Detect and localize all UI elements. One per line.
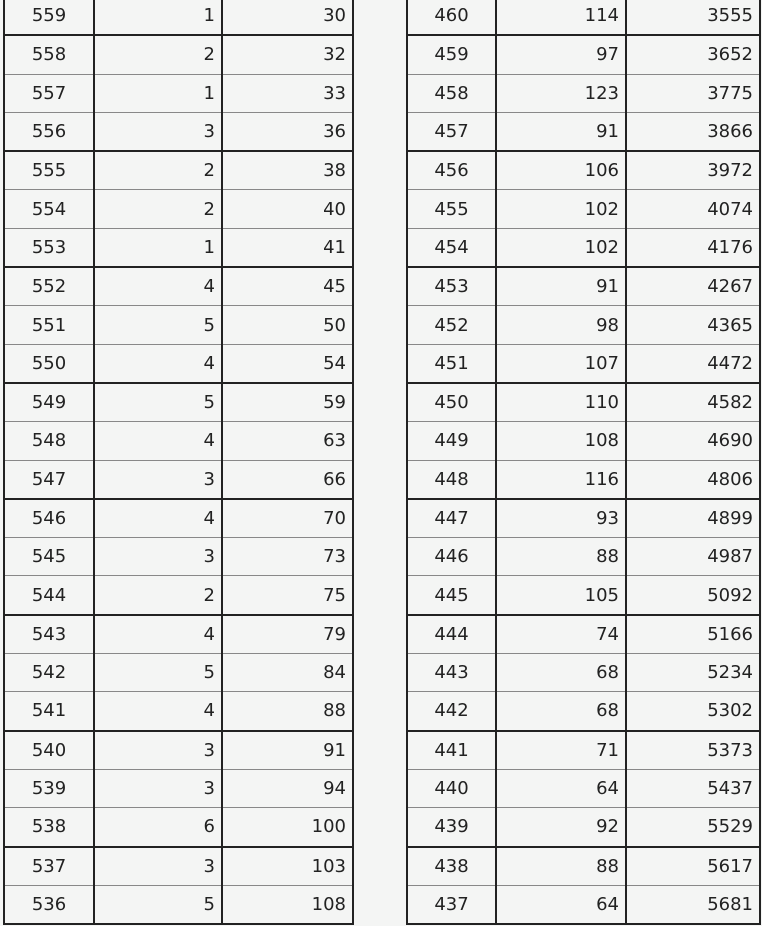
cumulative-cell: 4176: [626, 228, 760, 267]
table-row: [4, 190, 353, 228]
score-cell: 539: [4, 769, 94, 807]
score-cell: 442: [407, 692, 496, 731]
score-cell: 447: [407, 499, 496, 538]
table-row: [407, 74, 760, 112]
score-cell: 449: [407, 422, 496, 460]
table-row: [407, 267, 760, 306]
table-row: [407, 383, 760, 422]
count-cell: 64: [496, 885, 626, 924]
score-cell: 443: [407, 654, 496, 692]
score-cell: 452: [407, 306, 496, 344]
table-row: [407, 538, 760, 576]
table-row: [407, 885, 760, 924]
score-cell: 547: [4, 460, 94, 499]
score-cell: 457: [407, 112, 496, 151]
right-score-table: [406, 0, 761, 925]
count-cell: 68: [496, 692, 626, 731]
count-cell: 88: [496, 538, 626, 576]
table-row: [4, 74, 353, 112]
cumulative-cell: 94: [222, 769, 353, 807]
score-cell: 450: [407, 383, 496, 422]
left-table-body: [4, 0, 353, 924]
table-row: [4, 615, 353, 654]
score-cell: 556: [4, 112, 94, 151]
table-row: [407, 228, 760, 267]
score-cell: 538: [4, 808, 94, 847]
count-cell: 106: [496, 151, 626, 190]
score-cell: 536: [4, 885, 94, 924]
score-cell: 458: [407, 74, 496, 112]
count-cell: 5: [94, 383, 222, 422]
cumulative-cell: 4690: [626, 422, 760, 460]
table-row: [4, 0, 353, 35]
cumulative-cell: 5373: [626, 731, 760, 770]
table-row: [407, 808, 760, 847]
cumulative-cell: 63: [222, 422, 353, 460]
count-cell: 2: [94, 35, 222, 74]
table-row: [407, 692, 760, 731]
score-cell: 437: [407, 885, 496, 924]
cumulative-cell: 3972: [626, 151, 760, 190]
score-cell: 459: [407, 35, 496, 74]
count-cell: 5: [94, 885, 222, 924]
table-row: [407, 769, 760, 807]
table-row: [407, 190, 760, 228]
count-cell: 1: [94, 228, 222, 267]
score-cell: 440: [407, 769, 496, 807]
count-cell: 3: [94, 847, 222, 886]
count-cell: 91: [496, 112, 626, 151]
cumulative-cell: 4582: [626, 383, 760, 422]
cumulative-cell: 45: [222, 267, 353, 306]
count-cell: 5: [94, 306, 222, 344]
cumulative-cell: 5617: [626, 847, 760, 886]
score-cell: 541: [4, 692, 94, 731]
cumulative-cell: 38: [222, 151, 353, 190]
score-cell: 441: [407, 731, 496, 770]
cumulative-cell: 73: [222, 538, 353, 576]
cumulative-cell: 50: [222, 306, 353, 344]
score-cell: 455: [407, 190, 496, 228]
left-score-table: [3, 0, 354, 925]
table-row: [4, 383, 353, 422]
score-cell: 558: [4, 35, 94, 74]
score-cell: 557: [4, 74, 94, 112]
cumulative-cell: 33: [222, 74, 353, 112]
cumulative-cell: 4074: [626, 190, 760, 228]
score-cell: 543: [4, 615, 94, 654]
score-cell: 454: [407, 228, 496, 267]
table-row: [4, 460, 353, 499]
cumulative-cell: 91: [222, 731, 353, 770]
score-cell: 548: [4, 422, 94, 460]
score-cell: 554: [4, 190, 94, 228]
score-cell: 545: [4, 538, 94, 576]
score-cell: 552: [4, 267, 94, 306]
score-cell: 559: [4, 0, 94, 35]
score-cell: 549: [4, 383, 94, 422]
count-cell: 4: [94, 422, 222, 460]
cumulative-cell: 5529: [626, 808, 760, 847]
cumulative-cell: 41: [222, 228, 353, 267]
count-cell: 114: [496, 0, 626, 35]
table-row: [4, 344, 353, 383]
table-row: [4, 847, 353, 886]
score-cell: 460: [407, 0, 496, 35]
table-row: [4, 692, 353, 731]
count-cell: 4: [94, 344, 222, 383]
cumulative-cell: 5681: [626, 885, 760, 924]
cumulative-cell: 5302: [626, 692, 760, 731]
table-row: [4, 808, 353, 847]
table-row: [407, 460, 760, 499]
table-row: [407, 0, 760, 35]
cumulative-cell: 84: [222, 654, 353, 692]
score-cell: 445: [407, 576, 496, 615]
count-cell: 2: [94, 151, 222, 190]
score-cell: 451: [407, 344, 496, 383]
count-cell: 64: [496, 769, 626, 807]
count-cell: 71: [496, 731, 626, 770]
cumulative-cell: 4899: [626, 499, 760, 538]
table-row: [407, 151, 760, 190]
table-row: [407, 654, 760, 692]
cumulative-cell: 4365: [626, 306, 760, 344]
score-cell: 542: [4, 654, 94, 692]
score-cell: 453: [407, 267, 496, 306]
score-cell: 550: [4, 344, 94, 383]
count-cell: 3: [94, 112, 222, 151]
cumulative-cell: 5166: [626, 615, 760, 654]
score-cell: 446: [407, 538, 496, 576]
cumulative-cell: 79: [222, 615, 353, 654]
table-row: [4, 769, 353, 807]
score-cell: 439: [407, 808, 496, 847]
table-row: [407, 306, 760, 344]
count-cell: 6: [94, 808, 222, 847]
count-cell: 108: [496, 422, 626, 460]
cumulative-cell: 4472: [626, 344, 760, 383]
cumulative-cell: 103: [222, 847, 353, 886]
cumulative-cell: 75: [222, 576, 353, 615]
count-cell: 123: [496, 74, 626, 112]
score-cell: 537: [4, 847, 94, 886]
table-row: [4, 306, 353, 344]
table-row: [407, 576, 760, 615]
count-cell: 105: [496, 576, 626, 615]
table-row: [407, 344, 760, 383]
count-cell: 1: [94, 74, 222, 112]
cumulative-cell: 108: [222, 885, 353, 924]
table-row: [407, 112, 760, 151]
count-cell: 68: [496, 654, 626, 692]
cumulative-cell: 30: [222, 0, 353, 35]
count-cell: 92: [496, 808, 626, 847]
table-row: [407, 847, 760, 886]
cumulative-cell: 54: [222, 344, 353, 383]
table-row: [4, 267, 353, 306]
score-cell: 448: [407, 460, 496, 499]
count-cell: 2: [94, 190, 222, 228]
count-cell: 4: [94, 692, 222, 731]
cumulative-cell: 3775: [626, 74, 760, 112]
score-cell: 438: [407, 847, 496, 886]
count-cell: 116: [496, 460, 626, 499]
count-cell: 98: [496, 306, 626, 344]
cumulative-cell: 100: [222, 808, 353, 847]
count-cell: 102: [496, 228, 626, 267]
count-cell: 88: [496, 847, 626, 886]
cumulative-cell: 70: [222, 499, 353, 538]
count-cell: 3: [94, 731, 222, 770]
count-cell: 4: [94, 267, 222, 306]
count-cell: 91: [496, 267, 626, 306]
table-row: [4, 422, 353, 460]
count-cell: 4: [94, 615, 222, 654]
cumulative-cell: 3866: [626, 112, 760, 151]
count-cell: 110: [496, 383, 626, 422]
score-cell: 546: [4, 499, 94, 538]
cumulative-cell: 3555: [626, 0, 760, 35]
count-cell: 3: [94, 538, 222, 576]
count-cell: 3: [94, 769, 222, 807]
right-table-body: [407, 0, 760, 924]
table-row: [4, 538, 353, 576]
count-cell: 97: [496, 35, 626, 74]
count-cell: 5: [94, 654, 222, 692]
table-row: [407, 615, 760, 654]
count-cell: 74: [496, 615, 626, 654]
score-cell: 555: [4, 151, 94, 190]
cumulative-cell: 4267: [626, 267, 760, 306]
count-cell: 1: [94, 0, 222, 35]
cumulative-cell: 36: [222, 112, 353, 151]
cumulative-cell: 4987: [626, 538, 760, 576]
count-cell: 3: [94, 460, 222, 499]
table-row: [4, 228, 353, 267]
table-row: [4, 151, 353, 190]
table-row: [4, 499, 353, 538]
cumulative-cell: 59: [222, 383, 353, 422]
cumulative-cell: 4806: [626, 460, 760, 499]
cumulative-cell: 5092: [626, 576, 760, 615]
cumulative-cell: 5437: [626, 769, 760, 807]
table-row: [407, 499, 760, 538]
table-row: [407, 422, 760, 460]
table-row: [407, 35, 760, 74]
cumulative-cell: 66: [222, 460, 353, 499]
cumulative-cell: 5234: [626, 654, 760, 692]
table-row: [4, 576, 353, 615]
table-row: [4, 654, 353, 692]
table-row: [4, 112, 353, 151]
score-cell: 551: [4, 306, 94, 344]
count-cell: 4: [94, 499, 222, 538]
cumulative-cell: 88: [222, 692, 353, 731]
count-cell: 102: [496, 190, 626, 228]
table-row: [4, 885, 353, 924]
score-cell: 456: [407, 151, 496, 190]
score-cell: 553: [4, 228, 94, 267]
count-cell: 93: [496, 499, 626, 538]
cumulative-cell: 32: [222, 35, 353, 74]
score-cell: 544: [4, 576, 94, 615]
count-cell: 2: [94, 576, 222, 615]
score-cell: 540: [4, 731, 94, 770]
table-row: [407, 731, 760, 770]
table-row: [4, 731, 353, 770]
table-row: [4, 35, 353, 74]
count-cell: 107: [496, 344, 626, 383]
score-cell: 444: [407, 615, 496, 654]
cumulative-cell: 40: [222, 190, 353, 228]
cumulative-cell: 3652: [626, 35, 760, 74]
